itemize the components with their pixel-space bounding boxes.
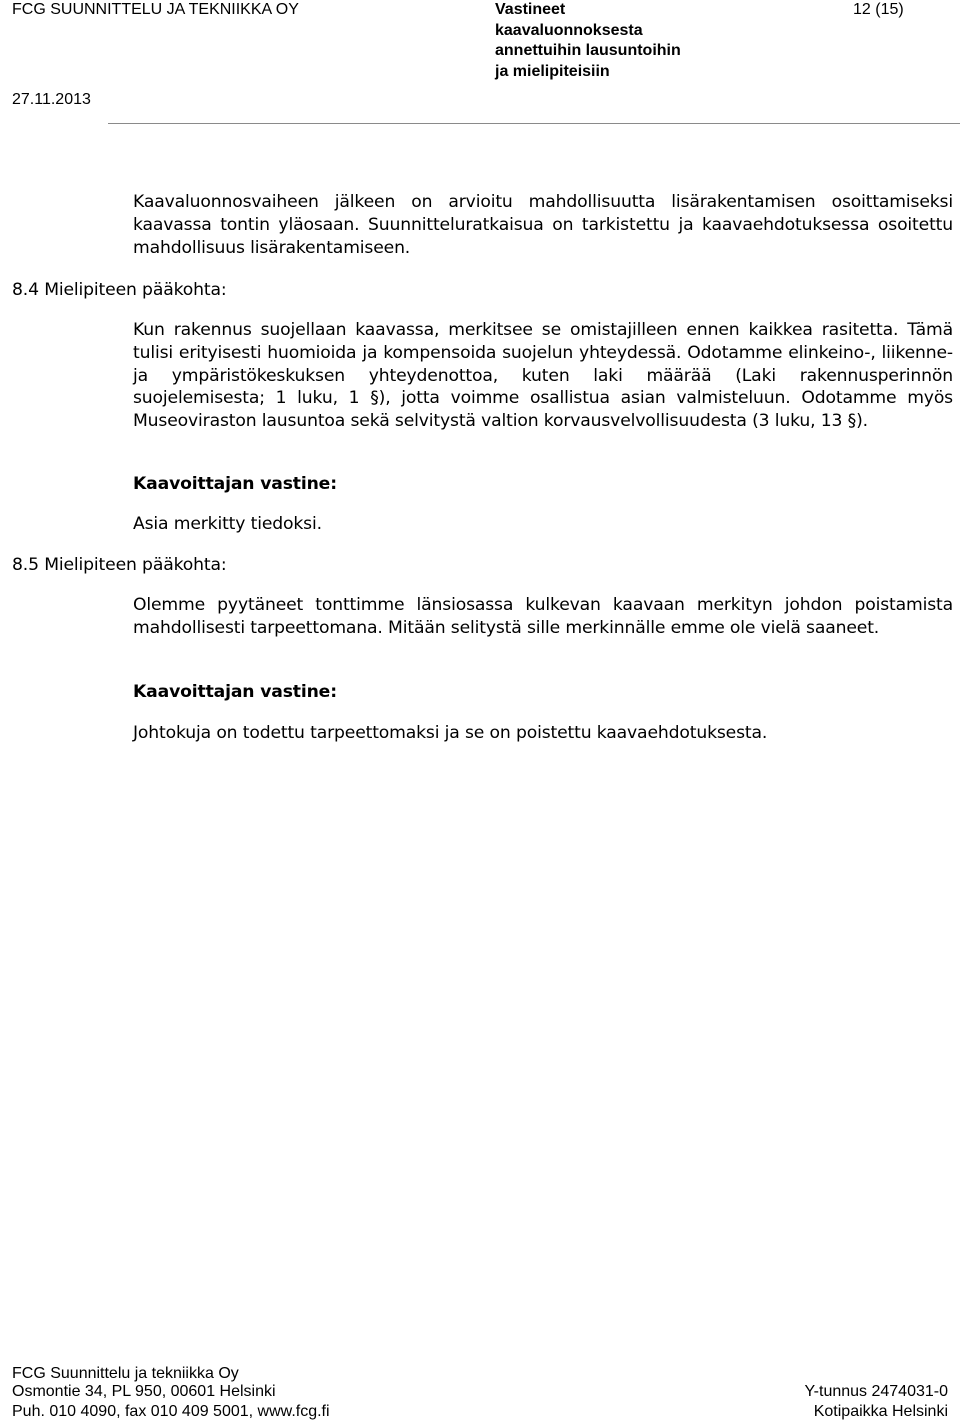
header-title-line: kaavaluonnoksesta [495, 21, 643, 39]
page-number: 12 (15) [853, 1, 904, 18]
header-title-line: ja mielipiteisiin [495, 62, 610, 80]
paragraph-mielipide-8-4: Kun rakennus suojellaan kaavassa, merkitsee se omistajilleen ennen kaikkea rasitetta. Tämä tulisi erityisesti huomioida ja kompensoida suojelun yhteydessä. Odotamme elinkeino-, liikenne- ja ympäristökeskuksen yhteydenottoa, kuten laki määrää (Laki rakennusperinnön suojelemisesta; 1 luku, 1 §), jotta voimme osallistua asian valmisteluun. Odotamme myös Museoviraston lausuntoa sekä selvitystä valtion korvausvelvollisuudesta (3 luku, 13 §). [133, 320, 953, 432]
paragraph-mielipide-8-5: Olemme pyytäneet tonttimme länsiosassa kulkevan kaavaan merkityn johdon poistamista mahdollisesti tarpeettomana. Mitään selitystä sille merkinnälle emme ole vielä saaneet. [133, 595, 953, 638]
paragraph-lisarakentaminen: Kaavaluonnosvaiheen jälkeen on arvioitu mahdollisuutta lisärakentamisen osoittamiseksi kaavassa tontin yläosaan. Suunnitteluratkaisua on tarkistettu ja kaavaehdotuksessa osoitettu mahdollisuus lisärakentamiseen. [133, 192, 953, 258]
header-title-line: annettuihin lausuntoihin [495, 42, 681, 59]
section-heading-8-5: 8.5 Mielipiteen pääkohta: [12, 555, 227, 575]
response-label-8-5: Kaavoittajan vastine: [133, 682, 337, 702]
response-text-8-4: Asia merkitty tiedoksi. [133, 514, 322, 534]
header-title-line: Vastineet [495, 1, 566, 18]
footer-business-id: Y-tunnus 2474031-0 [804, 1383, 948, 1400]
section-heading-8-4: 8.4 Mielipiteen pääkohta: [12, 280, 227, 300]
footer-contact: Puh. 010 4090, fax 010 409 5001, www.fcg.fi [12, 1403, 330, 1420]
response-text-8-5: Johtokuja on todettu tarpeettomaksi ja se on poistettu kaavaehdotuksesta. [133, 723, 768, 743]
header-company: FCG SUUNNITTELU JA TEKNIIKKA OY [12, 1, 299, 18]
footer-company: FCG Suunnittelu ja tekniikka Oy [12, 1365, 239, 1382]
header-divider [108, 123, 960, 124]
footer-domicile: Kotipaikka Helsinki [813, 1403, 948, 1420]
response-label-8-4: Kaavoittajan vastine: [133, 474, 337, 494]
header-document-title [495, 0, 681, 82]
header-date: 27.11.2013 [12, 91, 91, 108]
footer-address: Osmontie 34, PL 950, 00601 Helsinki [12, 1383, 276, 1400]
